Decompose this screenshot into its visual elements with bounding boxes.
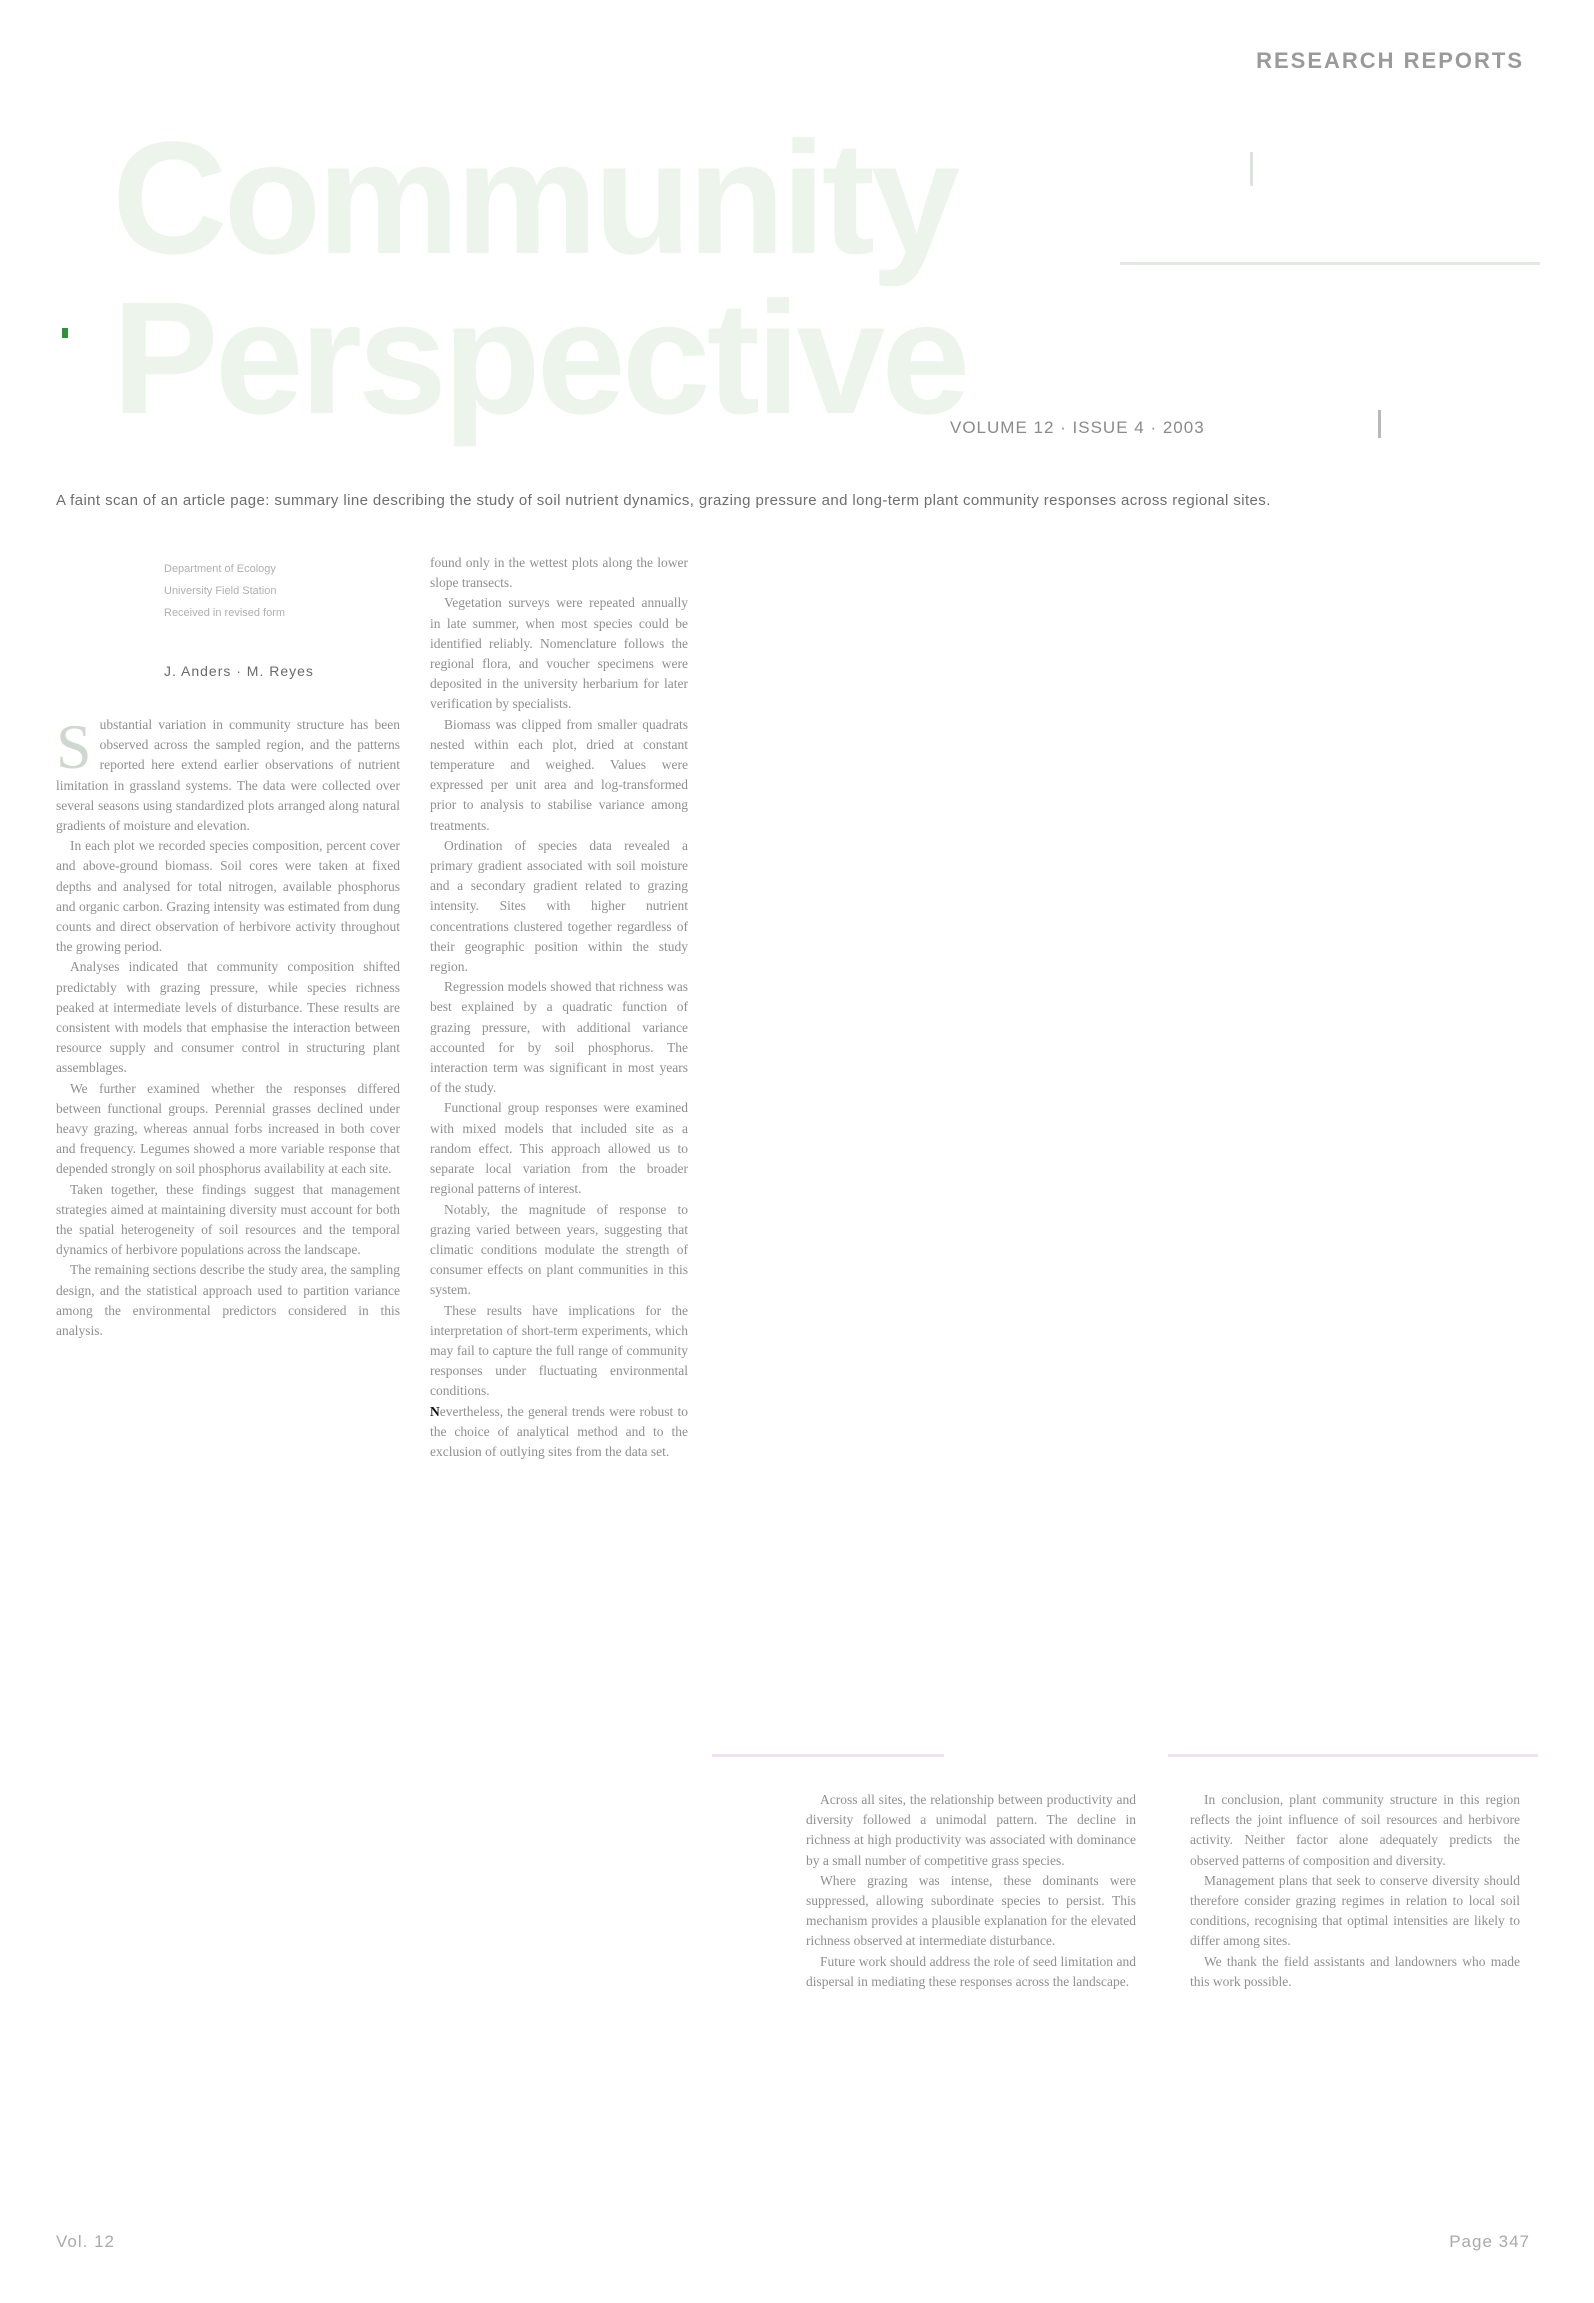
paragraph: In conclusion, plant community structure in this region reflects the joint influence of soil resources and herbivore activity. Neither factor alone adequately predicts the observed patterns of composition and diversity.	[1190, 1792, 1520, 1868]
paragraph: Where grazing was intense, these dominants were suppressed, allowing subordinate species to persist. This mechanism provides a plausible explanation for the elevated richness observed at intermediate disturbance.	[806, 1872, 1136, 1949]
paragraph: We further examined whether the responses differed between functional groups. Perennial grasses declined under heavy grazing, whereas annual forbs increased in both cover and frequency. Legumes showed a more variable response that depended strongly on soil phosphorus availability at each site.	[56, 1080, 400, 1177]
paragraph: Functional group responses were examined with mixed models that included site as a random effect. This approach allowed us to separate local variation from the broader regional patterns of interest.	[430, 1100, 688, 1197]
article-column-4	[1190, 1790, 1520, 2160]
paragraph-n	[430, 1402, 688, 1463]
masthead	[112, 108, 1594, 447]
masthead-tick	[1250, 152, 1253, 186]
masthead-right: Perspective	[112, 268, 967, 447]
footer-page-number: Page 347	[1449, 2232, 1530, 2251]
green-mark-icon	[62, 328, 68, 338]
paragraph: In each plot we recorded species composition, percent cover and above-ground biomass. Soil cores were taken at fixed depths and analysed for total nitrogen, available phosphorus and organic carbon. Grazing intensity was estimated from dung counts and direct observation of herbivore activity throughout the growing period.	[56, 838, 400, 955]
paragraph: Biomass was clipped from smaller quadrats nested within each plot, dried at constant temperature and weighed. Values were expressed per unit area and log-transformed prior to analysis to stabilise variance among treatments.	[430, 716, 688, 833]
author-block	[56, 555, 400, 679]
footer-volume: Vol. 12	[56, 2232, 115, 2251]
drop-cap: S	[56, 715, 92, 782]
paragraph: We thank the field assistants and landowners who made this work possible.	[1190, 1953, 1520, 1989]
paragraph: The remaining sections describe the study area, the sampling design, and the statistical approach used to partition variance among the environmental predictors considered in this analysis.	[56, 1262, 400, 1339]
masthead-rule	[1120, 262, 1540, 265]
meta-divider	[1378, 410, 1381, 438]
paragraph: These results have implications for the interpretation of short-term experiments, which may fail to capture the full range of community responses under fluctuating environmental conditions.	[430, 1302, 688, 1399]
initial-letter: N	[430, 1403, 440, 1419]
paragraph-text: evertheless, the general trends were robust to the choice of analytical method and to the exclusion of outlying sites from the data set.	[430, 1403, 688, 1459]
author-affiliation-1: Department of Ecology	[164, 563, 276, 575]
paragraph: Taken together, these findings suggest that management strategies aimed at maintaining diversity must account for both the spatial heterogeneity of soil resources and the temporal dynamics of herbivore populations across the landscape.	[56, 1181, 400, 1258]
journal-name: RESEARCH REPORTS	[1256, 48, 1524, 73]
paragraph: found only in the wettest plots along the lower slope transects.	[430, 555, 688, 591]
paragraph: Ordination of species data revealed a primary gradient associated with soil moisture and a secondary gradient related to grazing intensity. Sites with higher nutrient concentrations clustered together regardless of their geographic position within the study region.	[430, 837, 688, 975]
paragraph: Analyses indicated that community composition shifted predictably with grazing pressure, while species richness peaked at intermediate levels of disturbance. These results are consistent with models that emphasise the interaction between resource supply and consumer control in structuring plant assemblages.	[56, 959, 400, 1076]
paragraph: Future work should address the role of seed limitation and dispersal in mediating these responses across the landscape.	[806, 1953, 1136, 1989]
author-affiliation-2: University Field Station	[164, 585, 277, 597]
issue-meta: VOLUME 12 · ISSUE 4 · 2003	[950, 418, 1205, 437]
paragraph: Management plans that seek to conserve diversity should therefore consider grazing regimes in relation to local soil conditions, recognising that optimal intensities are likely to differ among sites.	[1190, 1872, 1520, 1949]
paragraph: Notably, the magnitude of response to grazing varied between years, suggesting that climatic conditions modulate the strength of consumer effects on plant communities in this system.	[430, 1201, 688, 1298]
article-column-2	[430, 553, 688, 2183]
paragraph: ubstantial variation in community structure has been observed across the sampled region, and the patterns reported here extend earlier observations of nutrient limitation in grassland systems. The data were collected over several seasons using standardized plots arranged along natural gradients of moisture and elevation.	[56, 717, 400, 834]
article-column-3	[806, 1790, 1136, 2160]
author-affiliation-3: Received in revised form	[164, 607, 286, 619]
author-names: J. Anders · M. Reyes	[164, 663, 314, 679]
figure-rule-right	[1168, 1754, 1538, 1757]
article-summary: A faint scan of an article page: summary line describing the study of soil nutrient dynamics, grazing pressure and long-term plant community responses across regional sites.	[56, 492, 1271, 509]
paragraph: Across all sites, the relationship between productivity and diversity followed a unimodal pattern. The decline in richness at high productivity was associated with dominance by a small number of competitive grass species.	[806, 1792, 1136, 1868]
paragraph: Vegetation surveys were repeated annually in late summer, when most species could be identified reliably. Nomenclature follows the regional flora, and voucher specimens were deposited in the university herbarium for later verification by specialists.	[430, 595, 688, 712]
figure-rule-left	[712, 1754, 944, 1757]
masthead-left: Community	[112, 108, 956, 287]
paragraph: Regression models showed that richness was best explained by a quadratic function of grazing pressure, with additional variance accounted for by soil phosphorus. The interaction term was significant in most years of the study.	[430, 979, 688, 1096]
article-column-1	[56, 715, 400, 2183]
